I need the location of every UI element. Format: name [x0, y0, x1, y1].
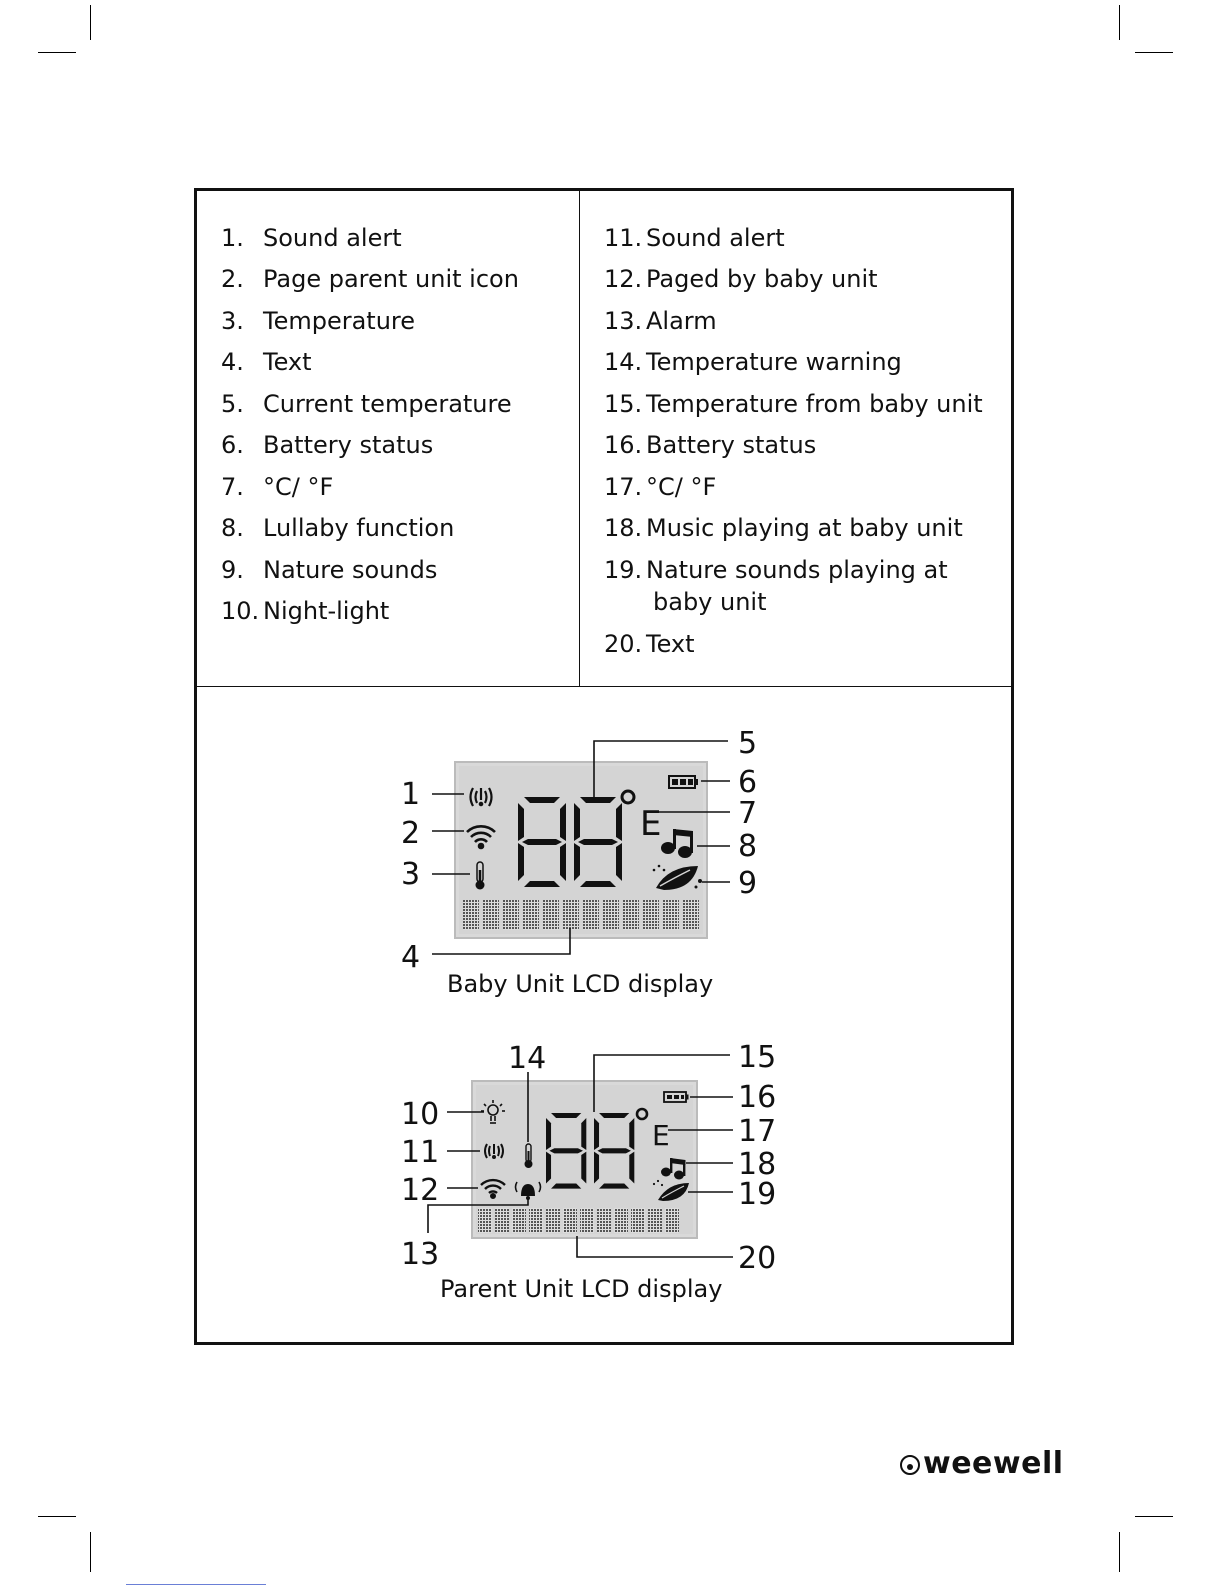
baby-lcd-caption: Baby Unit LCD display: [447, 970, 714, 998]
legend-item: 11. Sound alert: [604, 224, 785, 252]
callout-number: 12: [401, 1173, 440, 1208]
legend-item: 5. Current temperature: [221, 390, 512, 418]
callout-number: 9: [738, 866, 758, 901]
legend-item: 4. Text: [221, 348, 312, 376]
callout-number: 10: [401, 1097, 440, 1132]
legend-item: 18. Music playing at baby unit: [604, 514, 963, 542]
callout-number: 3: [401, 857, 421, 892]
legend-item: 10. Night-light: [221, 597, 390, 625]
callout-number: 16: [738, 1080, 777, 1115]
callout-number: 19: [738, 1177, 777, 1212]
legend-item: 20. Text: [604, 630, 695, 658]
unit-letter: E: [640, 804, 662, 844]
callout-number: 4: [401, 940, 421, 975]
legend-item: 8. Lullaby function: [221, 514, 455, 542]
legend-item: 13. Alarm: [604, 307, 717, 335]
legend-item: 6. Battery status: [221, 431, 434, 459]
callout-number: 11: [401, 1135, 440, 1170]
callout-number: 5: [738, 726, 758, 761]
brand-name: weewell: [923, 1446, 1064, 1481]
legend-item: 7. °C/ °F: [221, 473, 334, 501]
legend-item: 14. Temperature warning: [604, 348, 902, 376]
callout-number: 6: [738, 765, 758, 800]
legend-item: 1. Sound alert: [221, 224, 402, 252]
callout-number: 13: [401, 1237, 440, 1272]
legend-item: 16. Battery status: [604, 431, 817, 459]
callout-number: 2: [401, 816, 421, 851]
callout-number: 8: [738, 829, 758, 864]
parent-lcd: [401, 1040, 776, 1276]
legend-item-continuation: baby unit: [653, 588, 767, 616]
legend-item: 17. °C/ °F: [604, 473, 717, 501]
brand-logo: [900, 1446, 1064, 1481]
legend-item: 15. Temperature from baby unit: [604, 390, 983, 418]
callout-number: 7: [738, 796, 758, 831]
legend-item: 12. Paged by baby unit: [604, 265, 878, 293]
callout-number: 18: [738, 1147, 777, 1182]
legend-item: 9. Nature sounds: [221, 556, 438, 584]
callout-number: 1: [401, 777, 421, 812]
legend-item: 19. Nature sounds playing at: [604, 556, 948, 584]
brand-logo-icon: [900, 1455, 920, 1475]
callout-number: 15: [738, 1040, 777, 1075]
parent-lcd-caption: Parent Unit LCD display: [440, 1275, 723, 1303]
callout-number: 17: [738, 1114, 777, 1149]
callout-number: 14: [508, 1041, 547, 1076]
baby-lcd: [401, 726, 757, 975]
legend-item: 2. Page parent unit icon: [221, 265, 519, 293]
legend-item: 3. Temperature: [221, 307, 416, 335]
unit-letter: E: [652, 1119, 670, 1152]
callout-number: 20: [738, 1241, 777, 1276]
